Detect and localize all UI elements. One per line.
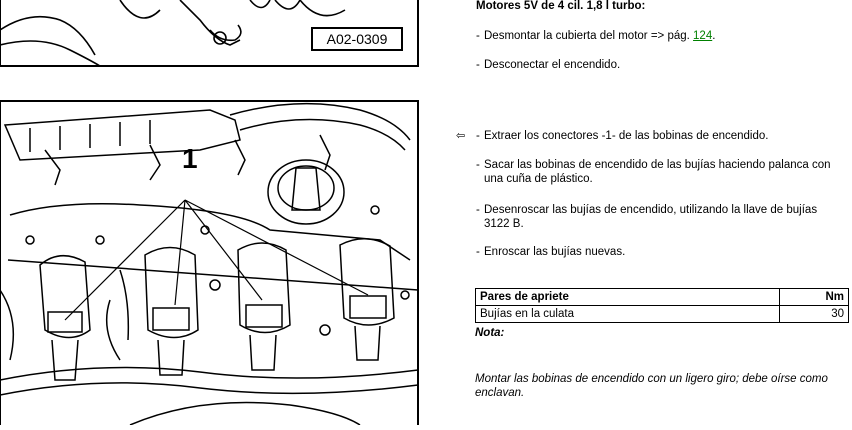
step-text: Sacar las bobinas de encendido de las bujías haciendo palanca con una cuña de plástico. (484, 159, 831, 185)
note-label: Nota: (475, 327, 505, 339)
table-header-row (476, 289, 849, 306)
step-text: Enroscar las bujías nuevas. (484, 246, 626, 258)
table-row (476, 306, 849, 323)
step-dash: - (476, 246, 480, 258)
table-cell-label: Bujías en la culata (476, 306, 780, 323)
step-text: Desenroscar las bujías de encendido, utilizando la llave de bujías 3122 B. (484, 204, 818, 230)
callout-number: 1 (182, 143, 198, 174)
step-dash: - (476, 159, 480, 171)
step-text: Desconectar el encendido. (484, 59, 621, 71)
ignition-coil-4 (340, 239, 394, 360)
engine-illustration (0, 0, 430, 425)
step-text: Desmontar la cubierta del motor => pág. (484, 30, 694, 42)
page-link[interactable]: 124 (693, 30, 713, 42)
torque-table (475, 288, 849, 323)
pointer-arrow-icon: ⇦ (456, 130, 466, 142)
step-screw-new-plugs (476, 245, 844, 259)
table-header-label: Pares de apriete (476, 289, 780, 306)
step-remove-coils (476, 158, 844, 186)
step-extract-connectors (476, 129, 844, 143)
bottom-figure (0, 101, 418, 425)
ignition-coil-2 (145, 248, 198, 376)
callout-leaders (65, 200, 368, 320)
step-dash: - (476, 30, 480, 42)
step-text-suffix: . (712, 30, 716, 42)
table-cell-value: 30 (780, 306, 849, 323)
ignition-coil-1 (40, 256, 90, 380)
figure-code-label: A02-0309 (326, 31, 388, 47)
step-text: Extraer los conectores -1- de las bobinas de encendido. (484, 130, 769, 142)
step-dash: - (476, 130, 480, 142)
step-disconnect-ignition (476, 58, 844, 72)
step-remove-cover (476, 29, 844, 43)
step-dash: - (476, 204, 480, 216)
ignition-coil-3 (238, 243, 290, 370)
illustration-panel (0, 0, 430, 425)
note-text: Montar las bobinas de encendido con un ligero giro; debe oírse como enclavan. (475, 373, 828, 399)
table-header-unit: Nm (780, 289, 849, 306)
step-dash: - (476, 59, 480, 71)
instructions-panel (452, 0, 852, 425)
step-unscrew-plugs (476, 203, 844, 231)
section-heading: Motores 5V de 4 cil. 1,8 l turbo: (476, 0, 646, 12)
